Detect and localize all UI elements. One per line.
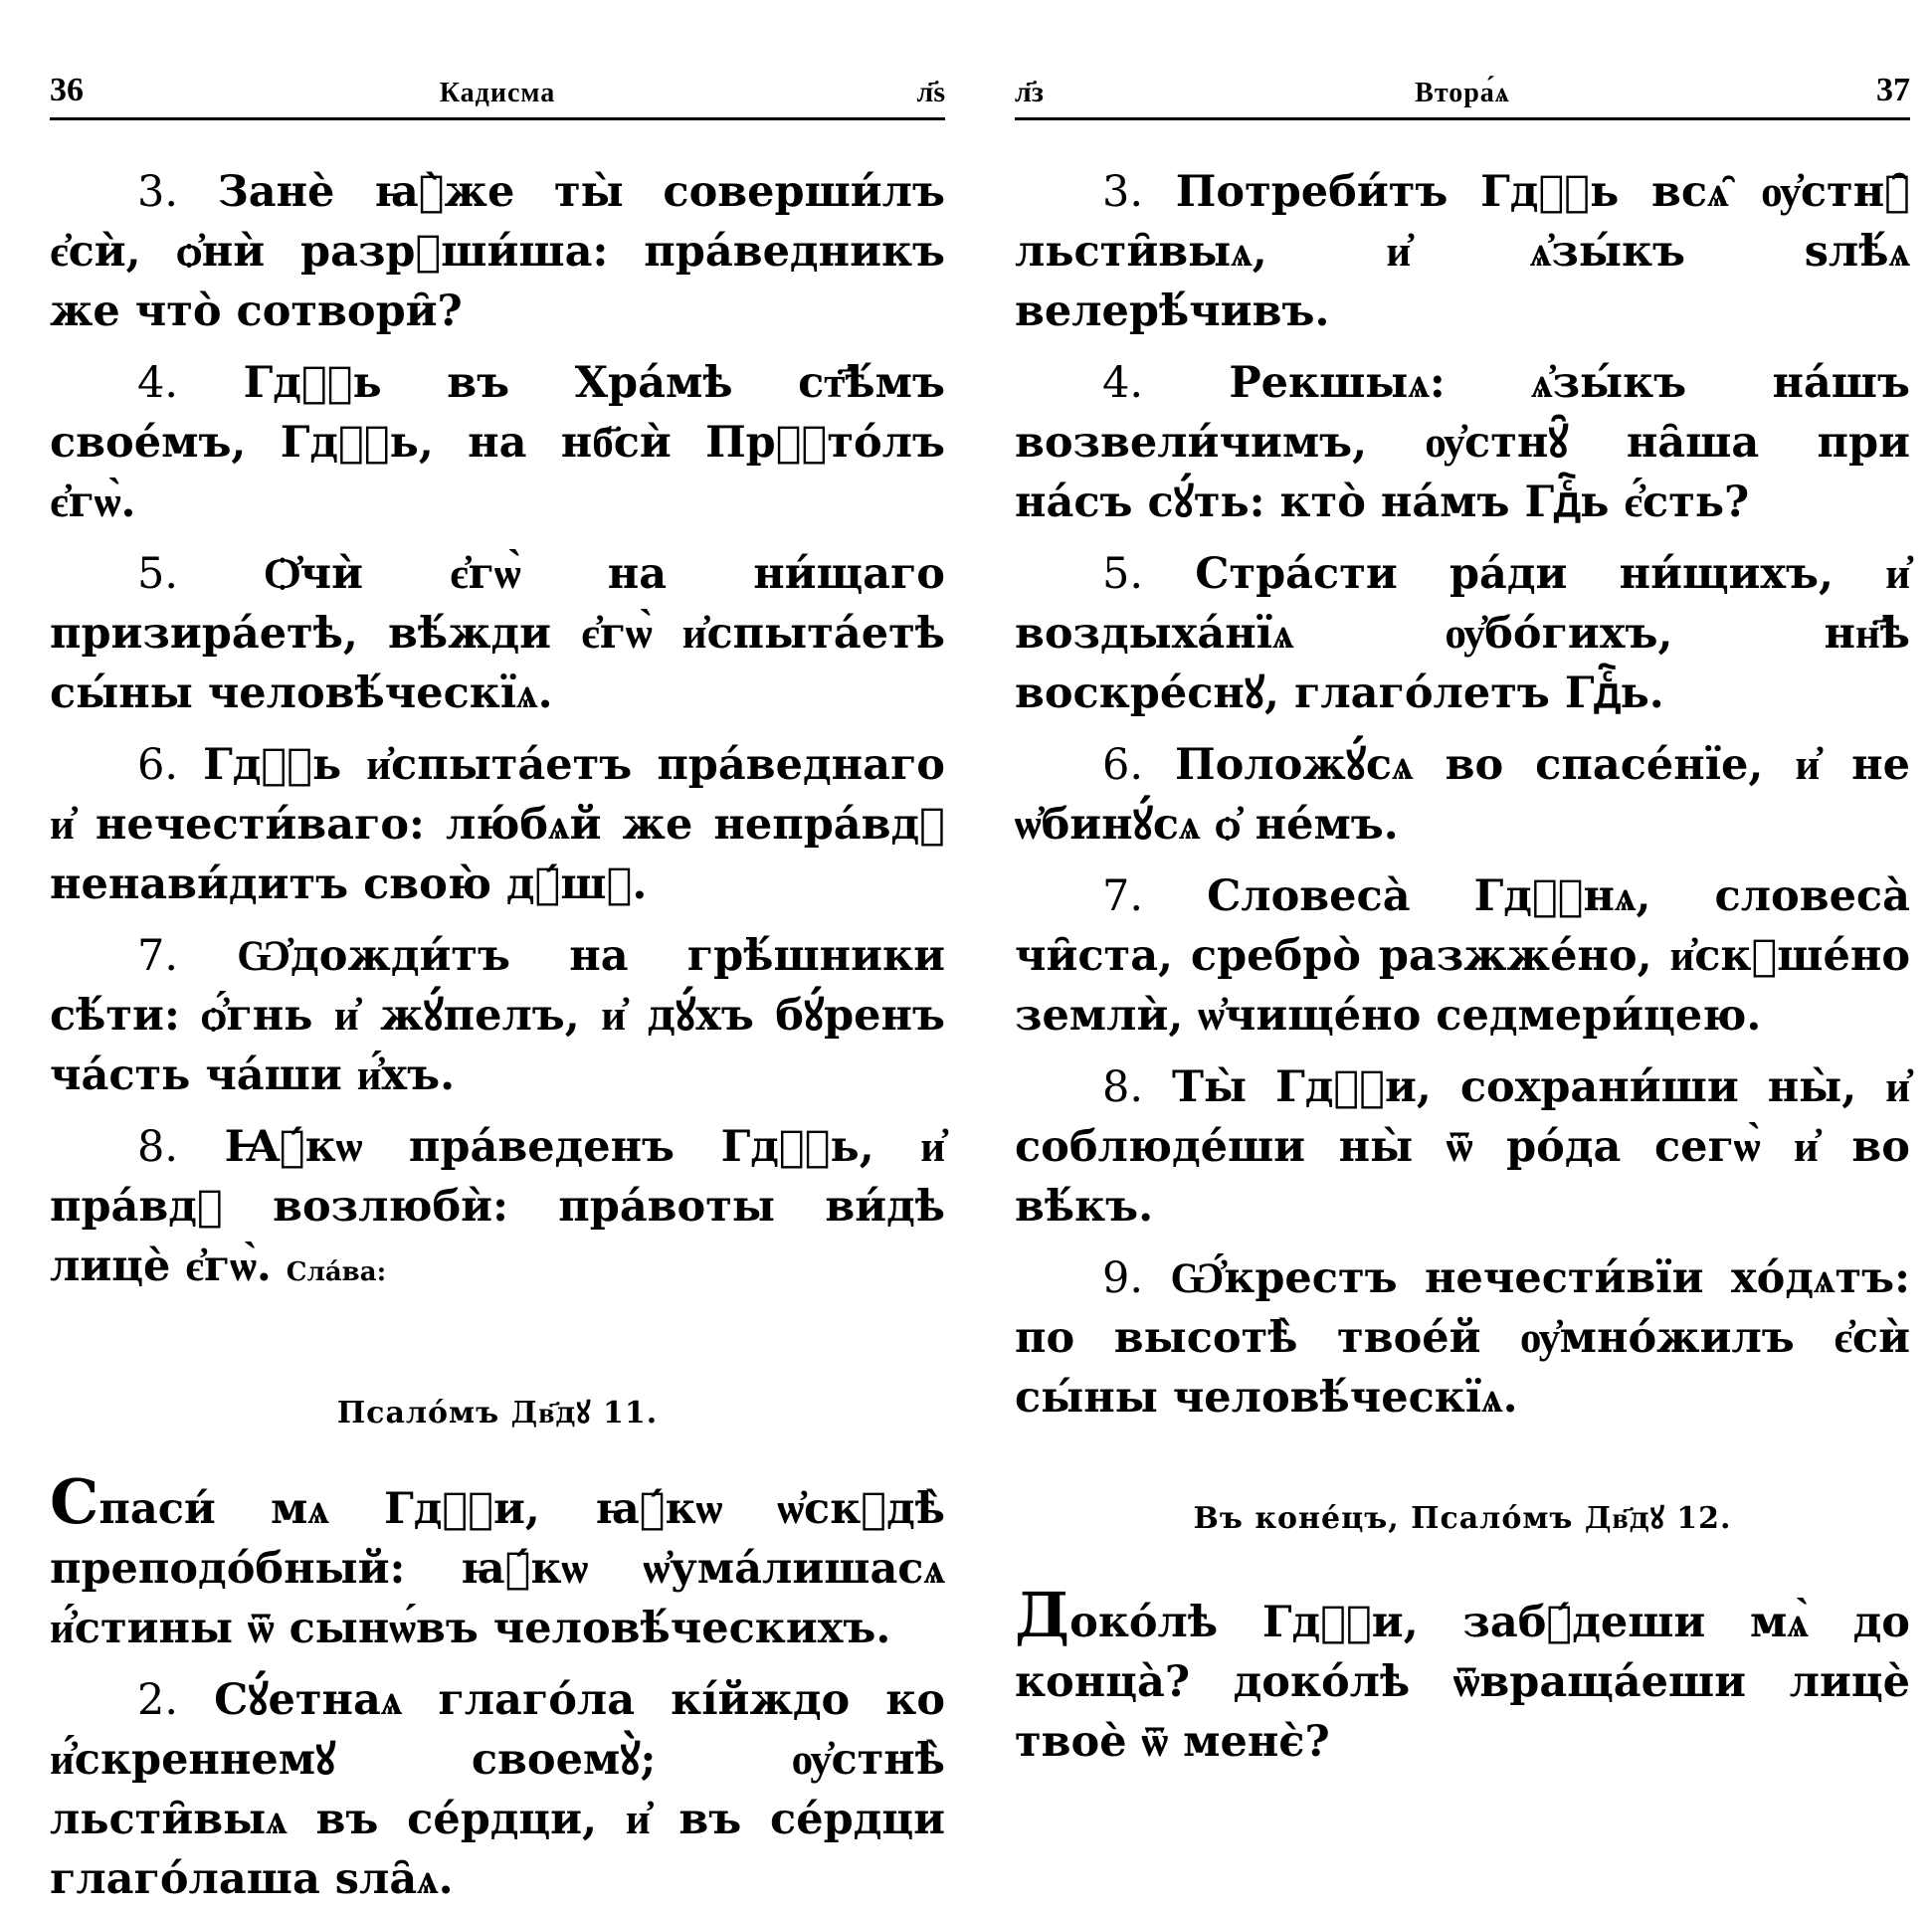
verse-text: Ꙗ҆́кѡ пра́веденъ Гдⷭ҇ь, и҆ пра́вдꙋ возлюбѝ: пра́воты ви́дѣ лицѐ є҆гѡ̀.: [50, 1122, 945, 1291]
verse-text: Сꙋ́етнаѧ глаго́ла кі́йждо ко и҆́скреннемꙋ своемꙋ̀; ѹ҆стнѣ̀ льсти̑выѧ въ се́рдци, и҆ въ се́рдци глаго́лаша ѕла̑ѧ.: [50, 1675, 945, 1904]
verse-number: 8.: [1102, 1062, 1144, 1112]
verse: [50, 1670, 945, 1909]
verse: [1015, 353, 1910, 532]
verse-text: Занѐ ꙗ҆̀же ты̀ соверши́лъ є҆сѝ, ѻ҆нѝ разрꙋши́ша: пра́ведникъ же что̀ сотвори̑?: [50, 167, 945, 336]
verse-text: Словеса̀ Гдⷭ҇нѧ, словеса̀ чи̑ста, сребро̀ разжже́но, и҆скꙋше́но землѝ, ѡ҆чище́но седмери́цею.: [1015, 871, 1910, 1041]
verse: [1015, 1248, 1910, 1428]
verse-number: 8.: [137, 1122, 179, 1172]
drop-cap: С: [50, 1465, 99, 1538]
psalm-heading: Псало́мъ Дв҃дꙋ 11.: [336, 1396, 659, 1431]
verse: [50, 353, 945, 532]
verse-text: Ѡ҆дожди́тъ на грѣ́шники сѣ́ти: ѻ҆́гнь и҆ жꙋ́пелъ, и҆ дꙋ́хъ бꙋ́ренъ ча́сть ча́ши и҆́хъ.: [50, 931, 945, 1100]
verse-number: 7.: [137, 931, 179, 981]
verse-number: 6.: [137, 740, 179, 790]
verse-text: Рекшыѧ: ѧ҆зы́къ на́шъ возвели́чимъ, ѹ҆стнꙋ̑ на̑ша при на́съ сꙋ́ть: кто̀ на́мъ Гдⷭ҇ь є҆́сть?: [1015, 358, 1910, 527]
left-running-head: [50, 70, 945, 120]
slavonic-page-number: л҃ѕ: [916, 76, 945, 108]
verse-text: Гдⷭ҇ь въ Хра́мѣ ст҃ѣ́мъ свое́мъ, Гдⷭ҇ь, на нб҃сѝ Прⷭ҇то́лъ є҆гѡ̀.: [50, 358, 945, 527]
verse-number: 3.: [137, 167, 179, 217]
verse-number: 9.: [1102, 1253, 1144, 1303]
verse-text: Потреби́тъ Гдⷭ҇ь всѧ̑ ѹ҆стнꙋ̑ льсти̑выѧ, и҆ ѧ҆зы́къ ѕлѣ́ѧ велерѣ́чивъ.: [1015, 167, 1910, 336]
verse-text: Положꙋ́сѧ во спасе́нїе, и҆ не ѡ҆бинꙋ́сѧ ѻ҆ не́мъ.: [1015, 740, 1910, 850]
verse-text: Ты̀ Гдⷭ҇и, сохрани́ши ны̀, и҆ соблюде́ши ны̀ ѿ ро́да сегѡ̀ и҆ во вѣ́къ.: [1015, 1062, 1910, 1232]
left-body-text: [50, 162, 945, 1909]
psalm-heading: Въ коне́цъ, Псало́мъ Дв҃дꙋ 12.: [1193, 1501, 1732, 1536]
verse-number: 5.: [1102, 549, 1144, 599]
drop-cap: Д: [1015, 1579, 1070, 1651]
verse: [1015, 162, 1910, 341]
psalm-opening-text: паси́ мѧ Гдⷭ҇и, ꙗ҆́кѡ ѡ҆скꙋдѣ̀ преподо́бный: ꙗ҆́кѡ ѡ҆ума́лишасѧ и҆́стины ѿ сынѡ́въ человѣ́ческихъ.: [50, 1484, 945, 1653]
verse-text: Гдⷭ҇ь и҆спыта́етъ пра́веднаго и҆ нечести́ваго: лю́бѧй же непра́вдꙋ ненави́дитъ свою̀ дꙋ́шꙋ.: [50, 740, 945, 909]
verse-number: 5.: [137, 549, 179, 599]
verse-text: Ѻ҆чѝ є҆гѡ̀ на ни́щаго призира́етѣ, вѣ́жди є҆гѡ̀ и҆спыта́етѣ сы́ны человѣ́ческїѧ.: [50, 549, 945, 718]
right-body-text: [1015, 162, 1910, 1772]
verse-text: Ѡ҆́крестъ нечести́вїи хо́дѧтъ: по высотѣ̀ твое́й ѹ҆мно́жилъ є҆сѝ сы́ны человѣ́ческїѧ.: [1015, 1253, 1910, 1423]
verse: [50, 926, 945, 1105]
verse: [50, 544, 945, 723]
verse-number: 4.: [137, 358, 179, 408]
verse: [50, 735, 945, 914]
right-running-head: [1015, 70, 1910, 120]
verse: [1015, 544, 1910, 723]
verse: [1015, 735, 1910, 855]
psalm-opening: [1015, 1579, 1910, 1772]
verse-number: 7.: [1102, 871, 1144, 921]
psalm-opening-text: око́лѣ Гдⷭ҇и, забꙋ́деши мѧ̀ до конца̀? доко́лѣ ѿвраща́еши лицѐ твоѐ ѿ менє̀?: [1015, 1598, 1910, 1767]
running-title: Втора́ѧ: [1415, 78, 1510, 108]
verse-number: 3.: [1102, 167, 1144, 217]
right-page: [1015, 70, 1910, 1767]
glory-mark: Сла́ва:: [286, 1257, 387, 1287]
verse-number: 6.: [1102, 740, 1144, 790]
verse: [50, 162, 945, 341]
verse: [50, 1117, 945, 1302]
verse: [1015, 1057, 1910, 1237]
verse-number: 2.: [137, 1675, 179, 1725]
page-number: 36: [50, 72, 84, 108]
page-number: 37: [1876, 72, 1910, 108]
verse: [1015, 866, 1910, 1046]
psalm-opening: [50, 1465, 945, 1658]
slavonic-page-number: л҃з: [1015, 76, 1044, 108]
verse-number: 4.: [1102, 358, 1144, 408]
verse-text: Стра́сти ра́ди ни́щихъ, и҆ воздыха́нїѧ ѹ҆бо́гихъ, нн҃ѣ воскре́снꙋ, глаго́летъ Гдⷭ҇ь.: [1015, 549, 1910, 718]
running-title: Кадисма: [439, 78, 556, 108]
left-page: [50, 70, 945, 1904]
